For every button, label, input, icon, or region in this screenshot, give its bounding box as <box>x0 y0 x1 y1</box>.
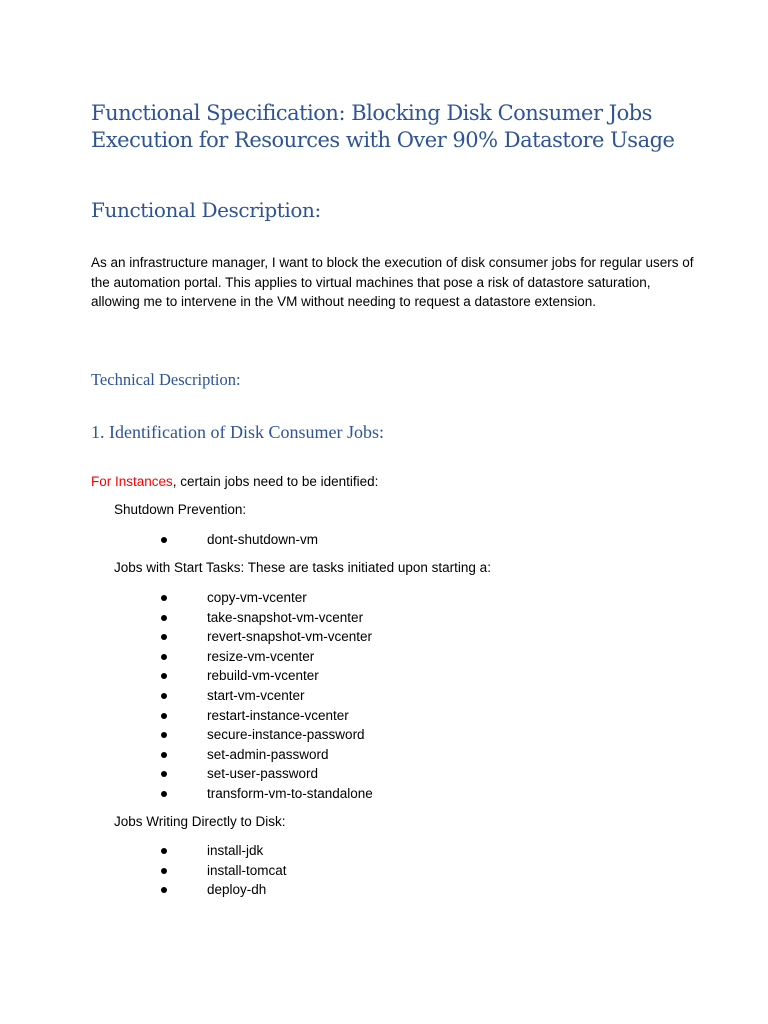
bullet-icon <box>161 713 167 719</box>
bullet-icon <box>161 732 167 738</box>
job-name: dont-shutdown-vm <box>207 532 319 547</box>
bullet-icon <box>161 654 167 660</box>
instances-intro-text: , certain jobs need to be identified: <box>172 474 379 489</box>
bullet-icon <box>161 771 167 777</box>
bullet-icon <box>161 595 167 601</box>
job-name: rebuild-vm-vcenter <box>207 668 319 684</box>
job-name: resize-vm-vcenter <box>207 648 315 664</box>
job-name: deploy-dh <box>207 882 267 898</box>
bullet-icon <box>161 887 167 893</box>
section-1-heading: 1. Identification of Disk Consumer Jobs: <box>91 422 384 442</box>
group-label-start-tasks: Jobs with Start Tasks: These are tasks initiated upon starting a: <box>114 560 491 575</box>
job-name: revert-snapshot-vm-vcenter <box>207 629 373 645</box>
technical-description-heading: Technical Description: <box>91 370 241 389</box>
job-name: install-tomcat <box>207 862 287 878</box>
bullet-icon <box>161 615 167 621</box>
group-label-shutdown-prevention: Shutdown Prevention: <box>114 502 247 517</box>
job-name: set-admin-password <box>207 746 329 762</box>
bullet-icon <box>161 693 167 699</box>
job-name: install-jdk <box>207 843 264 858</box>
job-name: start-vm-vcenter <box>207 687 305 703</box>
bullet-icon <box>161 868 167 874</box>
bullet-icon <box>161 791 167 797</box>
job-name: restart-instance-vcenter <box>207 707 349 723</box>
bullet-icon <box>161 673 167 679</box>
bullet-icon <box>161 752 167 758</box>
functional-description-paragraph: As an infrastructure manager, I want to block the execution of disk consumer jobs for regular users of the automation portal. This applies to virtual machines that pose a risk of datastore saturation, allowing me to intervene in the VM without needing to request a datastore extension. <box>91 255 694 310</box>
instances-highlight: For Instances <box>91 474 173 489</box>
group-label-disk-writing: Jobs Writing Directly to Disk: <box>114 814 286 829</box>
job-name: transform-vm-to-standalone <box>207 785 373 801</box>
functional-description-heading: Functional Description: <box>91 198 321 222</box>
job-name: set-user-password <box>207 766 319 782</box>
job-name: copy-vm-vcenter <box>207 590 307 605</box>
bullet-icon <box>161 537 167 543</box>
job-name: take-snapshot-vm-vcenter <box>207 609 364 625</box>
instances-intro <box>91 472 378 492</box>
bullet-icon <box>161 634 167 640</box>
document-title: Functional Specification: Blocking Disk Consumer Jobs Execution for Resources with Over 90% Datastore Usage <box>91 101 675 152</box>
job-name: secure-instance-password <box>207 727 365 743</box>
bullet-icon <box>161 848 167 854</box>
